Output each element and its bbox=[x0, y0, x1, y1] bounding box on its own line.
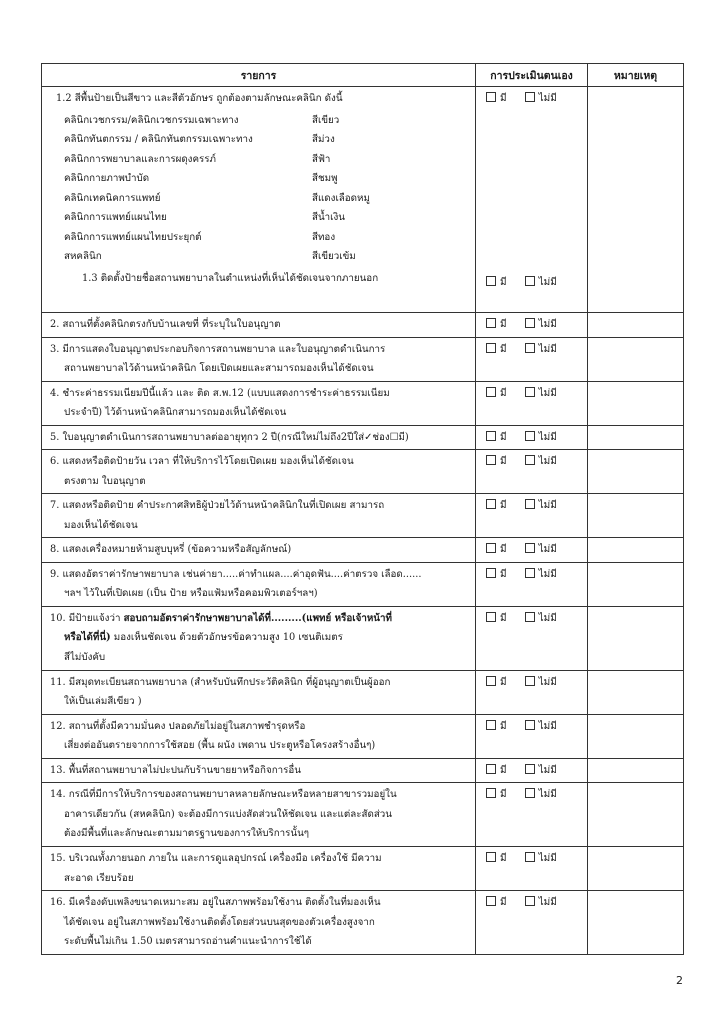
clinic-color-row: คลินิกการแพทย์แผนไทย สีน้ำเงิน bbox=[64, 212, 346, 223]
yes-no-checkboxes: มี ไม่มี bbox=[476, 338, 587, 360]
table-row bbox=[42, 606, 684, 670]
clinic-color-row: คลินิกเวชกรรม/คลินิกเวชกรรมเฉพาะทาง สีเขียว bbox=[64, 114, 340, 126]
no-checkbox[interactable] bbox=[525, 431, 535, 441]
clinic-color-row: คลินิกการแพทย์แผนไทยประยุกต์ สีทอง bbox=[64, 231, 336, 243]
yes-checkbox[interactable] bbox=[486, 896, 496, 906]
table-row bbox=[42, 562, 684, 606]
item-1-3-text: 1.3 ติดตั้งป้ายชื่อสถานพยาบาลในตำแหน่งที่เห็นได้ชัดเจนจากภายนอก bbox=[82, 272, 379, 284]
page-number: 2 bbox=[676, 974, 683, 987]
remarks-cell[interactable] bbox=[588, 313, 684, 338]
no-checkbox[interactable] bbox=[525, 676, 535, 686]
no-checkbox[interactable] bbox=[525, 543, 535, 553]
yes-checkbox[interactable] bbox=[486, 92, 496, 102]
remarks-cell[interactable] bbox=[588, 891, 684, 955]
yes-checkbox[interactable] bbox=[486, 318, 496, 328]
item-text: 3. มีการแสดงใบอนุญาตประกอบกิจการสถานพยาบาล และใบอนุญาตดำเนินการ สถานพยาบาลไว้ด้านหน้าคลินิก โดยเปิดเผยและสามารถมองเห็นได้ชัดเจน bbox=[50, 343, 386, 374]
item-text: 13. พื้นที่สถานพยาบาลไม่ปะปนกับร้านขายยาหรือกิจการอื่น bbox=[50, 764, 301, 776]
item-text: 12. สถานที่ตั้งมีความมั่นคง ปลอดภัยไม่อยู่ในสภาพชำรุดหรือ เสี่ยงต่ออันตรายจากการใช้สอย (พื้น ผนัง เพดาน ประตูหรือโครงสร้างอื่นๆ) bbox=[50, 720, 376, 751]
yes-no-checkboxes: มี ไม่มี bbox=[476, 426, 587, 448]
yes-checkbox[interactable] bbox=[486, 788, 496, 798]
yes-checkbox[interactable] bbox=[486, 612, 496, 622]
item-text: 9. แสดงอัตราค่ารักษาพยาบาล เช่นค่ายา.....ค่าทำแผล....ค่าอุดฟัน....ค่าตรวจ เลือด...... ฯลฯ ไว้ในที่เปิดเผย (เป็น ป้าย หรือแฟ้มหรือคอมพิวเตอร์ฯลฯ) bbox=[50, 568, 422, 599]
remarks-cell[interactable] bbox=[588, 87, 684, 313]
remarks-cell[interactable] bbox=[588, 538, 684, 563]
table-row bbox=[42, 337, 684, 381]
yes-checkbox[interactable] bbox=[486, 276, 496, 286]
no-checkbox[interactable] bbox=[525, 852, 535, 862]
yes-checkbox[interactable] bbox=[486, 720, 496, 730]
remarks-cell[interactable] bbox=[588, 494, 684, 538]
header-items: รายการ bbox=[42, 64, 476, 87]
no-checkbox[interactable] bbox=[525, 788, 535, 798]
remarks-cell[interactable] bbox=[588, 783, 684, 847]
header-self-assessment: การประเมินตนเอง bbox=[476, 64, 588, 87]
yes-no-checkboxes: มี ไม่มี bbox=[476, 759, 587, 781]
table-row bbox=[42, 670, 684, 714]
remarks-cell[interactable] bbox=[588, 562, 684, 606]
yes-no-checkboxes: มี ไม่มี bbox=[476, 87, 587, 109]
yes-checkbox[interactable] bbox=[486, 455, 496, 465]
item-text: 10. มีป้ายแจ้งว่า สอบถามอัตราค่ารักษาพยาบาลได้ที่.........(แพทย์ หรือเจ้าหน้าที่ หรือได้ที่นี่) มองเห็นชัดเจน ด้วยตัวอักษรข้อความสูง 10 เซนติเมตร สีไม่บังคับ bbox=[50, 612, 392, 663]
yes-no-checkboxes: มี ไม่มี bbox=[476, 671, 587, 693]
header-remarks: หมายเหตุ bbox=[588, 64, 684, 87]
remarks-cell[interactable] bbox=[588, 847, 684, 891]
clinic-color-row: สหคลินิก สีเขียวเข้ม bbox=[64, 251, 356, 262]
remarks-cell[interactable] bbox=[588, 450, 684, 494]
table-row bbox=[42, 494, 684, 538]
yes-checkbox[interactable] bbox=[486, 568, 496, 578]
table-row bbox=[42, 758, 684, 783]
item-text: 15. บริเวณทั้งภายนอก ภายใน และการดูแลอุปกรณ์ เครื่องมือ เครื่องใช้ มีความ สะอาด เรียบร้อย bbox=[50, 853, 382, 884]
remarks-cell[interactable] bbox=[588, 714, 684, 758]
clinic-color-row: คลินิกเทคนิคการแพทย์ สีแดงเลือดหมู bbox=[64, 192, 370, 204]
yes-checkbox[interactable] bbox=[486, 676, 496, 686]
item-text: 16. มีเครื่องดับเพลิงขนาดเหมาะสม อยู่ในสภาพพร้อมใช้งาน ติดตั้งในที่มองเห็น ได้ชัดเจน อยู่ในสภาพพร้อมใช้งานติดตั้งโดยส่วนบนสุดของตัวเครื่องสูงจาก ระดับพื้นไม่เกิน 1.50 เมตรสามารถอ่านคำแนะนำการใช้ได้ bbox=[50, 897, 381, 947]
table-row bbox=[42, 425, 684, 450]
item-text: 8. แสดงเครื่องหมายห้ามสูบบุหรี่ (ข้อความหรือสัญลักษณ์) bbox=[50, 544, 292, 555]
yes-no-checkboxes: มี ไม่มี bbox=[476, 450, 587, 472]
clinic-color-row: คลินิกทันตกรรม / คลินิกทันตกรรมเฉพาะทาง สีม่วง bbox=[64, 134, 335, 145]
no-checkbox[interactable] bbox=[525, 92, 535, 102]
table-row bbox=[42, 450, 684, 494]
table-row bbox=[42, 714, 684, 758]
remarks-cell[interactable] bbox=[588, 381, 684, 425]
item-text: 2. สถานที่ตั้งคลินิกตรงกับบ้านเลขที่ ที่ระบุในใบอนุญาต bbox=[50, 319, 281, 330]
no-checkbox[interactable] bbox=[525, 764, 535, 774]
remarks-cell[interactable] bbox=[588, 337, 684, 381]
yes-no-checkboxes: มี ไม่มี bbox=[476, 607, 587, 629]
clinic-color-row: คลินิกการพยาบาลและการผดุงครรภ์ สีฟ้า bbox=[64, 153, 331, 165]
no-checkbox[interactable] bbox=[525, 276, 535, 286]
item-text: 4. ชำระค่าธรรมเนียมปีนี้แล้ว และ ติด ส.พ.12 (แบบแสดงการชำระค่าธรรมเนียม ประจำปี) ไว้ด้านหน้าคลินิกสามารถมองเห็นได้ชัดเจน bbox=[50, 387, 390, 418]
item-text: 5. ใบอนุญาตดำเนินการสถานพยาบาลต่ออายุทุกว 2 ปี(กรณีใหม่ไม่ถึง2ปีใส่✓ช่อง☐มี) bbox=[50, 431, 409, 443]
yes-checkbox[interactable] bbox=[486, 499, 496, 509]
yes-checkbox[interactable] bbox=[486, 343, 496, 353]
remarks-cell[interactable] bbox=[588, 425, 684, 450]
yes-checkbox[interactable] bbox=[486, 852, 496, 862]
yes-no-checkboxes: มี ไม่มี bbox=[476, 313, 587, 335]
remarks-cell[interactable] bbox=[588, 758, 684, 783]
no-checkbox[interactable] bbox=[525, 720, 535, 730]
yes-no-checkboxes: มี ไม่มี bbox=[476, 847, 587, 869]
item-text: 14. กรณีที่มีการให้บริการของสถานพยาบาลหลายลักษณะหรือหลายสาขารวมอยู่ใน อาคารเดียวกัน (สหคลินิก) จะต้องมีการแบ่งสัดส่วนให้ชัดเจน และแต่ละสัดส่วน ต้องมีพื้นที่และลักษณะตามมาตรฐานของการให้บริการนั้นๆ bbox=[50, 789, 397, 839]
yes-checkbox[interactable] bbox=[486, 764, 496, 774]
no-checkbox[interactable] bbox=[525, 387, 535, 397]
table-row bbox=[42, 891, 684, 955]
no-checkbox[interactable] bbox=[525, 343, 535, 353]
no-checkbox[interactable] bbox=[525, 499, 535, 509]
yes-no-checkboxes: มี ไม่มี bbox=[476, 538, 587, 560]
table-header-row bbox=[42, 64, 684, 87]
no-checkbox[interactable] bbox=[525, 568, 535, 578]
remarks-cell[interactable] bbox=[588, 606, 684, 670]
table-row bbox=[42, 783, 684, 847]
clinic-color-row: คลินิกกายภาพบำบัด สีชมพู bbox=[64, 173, 338, 184]
item-text: 7. แสดงหรือติดป้าย คำประกาศสิทธิผู้ป่วยไว้ด้านหน้าคลินิกในที่เปิดเผย สามารถ มองเห็นได้ชัดเจน bbox=[50, 500, 385, 531]
table-row bbox=[42, 538, 684, 563]
yes-no-checkboxes: มี ไม่มี bbox=[476, 715, 587, 737]
table-row bbox=[42, 381, 684, 425]
yes-no-checkboxes: มี ไม่มี bbox=[476, 891, 587, 913]
yes-checkbox[interactable] bbox=[486, 387, 496, 397]
no-checkbox[interactable] bbox=[525, 896, 535, 906]
remarks-cell[interactable] bbox=[588, 670, 684, 714]
table-row bbox=[42, 847, 684, 891]
table-row bbox=[42, 87, 684, 313]
yes-no-checkboxes: มี ไม่มี bbox=[476, 494, 587, 516]
no-checkbox[interactable] bbox=[525, 318, 535, 328]
yes-no-checkboxes: มี ไม่มี bbox=[476, 382, 587, 404]
clinic-assessment-table bbox=[41, 63, 684, 955]
item-1-2-title: 1.2 สีพื้นป้ายเป็นสีขาว และสีตัวอักษร ถูกต้องตามลักษณะคลินิก ดังนี้ bbox=[56, 93, 343, 104]
yes-no-checkboxes: มี ไม่มี bbox=[476, 783, 587, 805]
table-row bbox=[42, 313, 684, 338]
yes-checkbox[interactable] bbox=[486, 543, 496, 553]
yes-no-checkboxes: มี ไม่มี bbox=[476, 563, 587, 585]
no-checkbox[interactable] bbox=[525, 455, 535, 465]
yes-checkbox[interactable] bbox=[486, 431, 496, 441]
yes-no-checkboxes: มี ไม่มี bbox=[476, 271, 587, 293]
item-text: 6. แสดงหรือติดป้ายวัน เวลา ที่ให้บริการไว้โดยเปิดเผย มองเห็นได้ชัดเจน ตรงตาม ใบอนุญาต bbox=[50, 456, 354, 487]
no-checkbox[interactable] bbox=[525, 612, 535, 622]
item-text: 11. มีสมุดทะเบียนสถานพยาบาล (สำหรับบันทึกประวัติคลินิก ที่ผู้อนุญาตเป็นผู้ออก ให้เป็นเล่มสีเขียว ) bbox=[50, 676, 391, 707]
